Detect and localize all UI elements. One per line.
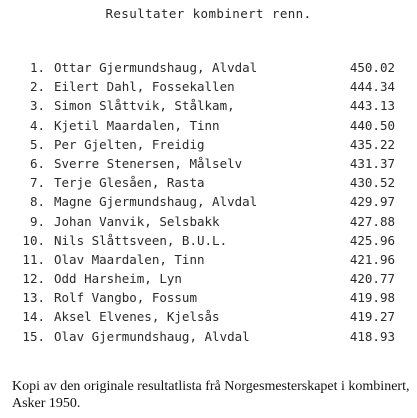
result-name: Eilert Dahl, Fossekallen (54, 79, 235, 95)
result-score: 429.97 (349, 194, 395, 210)
result-score: 419.27 (349, 309, 395, 325)
result-name: Odd Harsheim, Lyn (54, 271, 182, 287)
result-row (20, 156, 395, 175)
result-rank: 15. (22, 328, 45, 344)
result-rank: 8. (29, 194, 45, 210)
result-row (20, 194, 395, 213)
result-score: 435.22 (349, 136, 395, 152)
result-name: Magne Gjermundshaug, Alvdal (54, 194, 258, 210)
result-row (20, 290, 395, 309)
result-score: 421.96 (349, 251, 395, 267)
result-rank: 12. (22, 271, 45, 287)
result-rank: 6. (29, 155, 45, 171)
result-score: 440.50 (349, 117, 395, 133)
result-score: 444.34 (349, 79, 395, 95)
result-name: Rolf Vangbo, Fossum (54, 290, 197, 306)
result-rank: 1. (29, 60, 45, 75)
result-score: 443.13 (349, 98, 395, 114)
result-score: 425.96 (349, 232, 395, 248)
result-row (20, 79, 395, 98)
result-rank: 4. (29, 117, 45, 133)
result-rank: 13. (22, 290, 45, 306)
result-score: 420.77 (349, 271, 395, 287)
result-row (20, 233, 395, 252)
result-row (20, 98, 395, 117)
result-score: 450.02 (349, 60, 395, 75)
result-name: Nils Slåttsveen, B.U.L. (54, 232, 228, 248)
result-name: Olav Gjermundshaug, Alvdal (54, 328, 250, 344)
result-score: 431.37 (349, 155, 395, 171)
result-rank: 7. (29, 175, 45, 191)
document-title: Resultater kombinert renn. (105, 6, 312, 21)
result-name: Simon Slåttvik, Stålkam, (54, 98, 235, 114)
results-list (20, 60, 395, 348)
result-score: 419.98 (349, 290, 395, 306)
result-row (20, 309, 395, 328)
result-row (20, 252, 395, 271)
image-caption: Kopi av den originale resultatlista frå Norgesmesterskapet i kombinert, Asker 1950. (12, 379, 410, 411)
result-name: Aksel Elvenes, Kjelsås (54, 309, 220, 325)
result-name: Johan Vanvik, Selsbakk (54, 213, 220, 229)
result-rank: 9. (29, 213, 45, 229)
result-name: Ottar Gjermundshaug, Alvdal (54, 60, 258, 75)
result-name: Terje Glesåen, Rasta (54, 175, 205, 191)
result-row (20, 329, 395, 348)
result-rank: 11. (22, 251, 45, 267)
result-score: 427.88 (349, 213, 395, 229)
result-name: Kjetil Maardalen, Tinn (54, 117, 220, 133)
result-name: Olav Maardalen, Tinn (54, 251, 205, 267)
result-row (20, 60, 395, 79)
result-rank: 3. (29, 98, 45, 114)
result-row (20, 214, 395, 233)
result-name: Per Gjelten, Freidig (54, 136, 205, 152)
result-score: 418.93 (349, 328, 395, 344)
result-rank: 14. (22, 309, 45, 325)
result-rank: 5. (29, 136, 45, 152)
result-row (20, 271, 395, 290)
result-name: Sverre Stenersen, Målselv (54, 155, 243, 171)
result-row (20, 118, 395, 137)
result-score: 430.52 (349, 175, 395, 191)
result-rank: 2. (29, 79, 45, 95)
result-row (20, 175, 395, 194)
result-row (20, 137, 395, 156)
result-rank: 10. (22, 232, 45, 248)
